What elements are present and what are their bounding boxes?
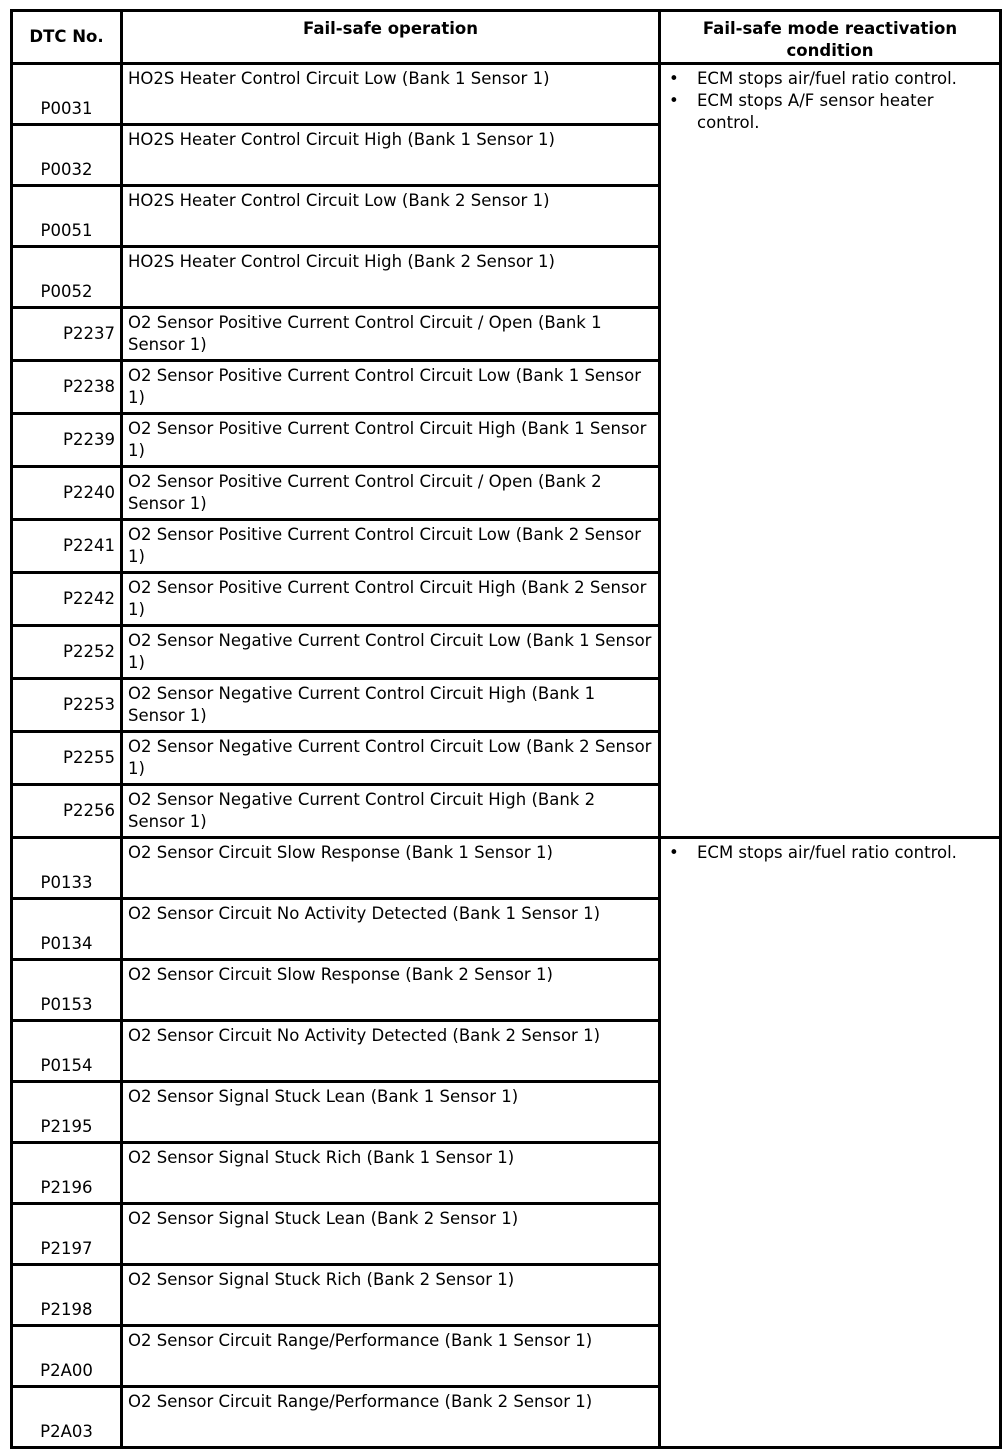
dtc-code: P2240 — [12, 467, 122, 520]
header-operation: Fail-safe operation — [122, 11, 660, 64]
dtc-code: P2195 — [12, 1082, 122, 1143]
dtc-code: P2256 — [12, 785, 122, 838]
reactivation-condition — [660, 64, 1001, 838]
dtc-code: P0051 — [12, 186, 122, 247]
fail-safe-operation: HO2S Heater Control Circuit Low (Bank 2 Sensor 1) — [122, 186, 660, 247]
fail-safe-operation: O2 Sensor Negative Current Control Circuit High (Bank 1 Sensor 1) — [122, 679, 660, 732]
fail-safe-operation: O2 Sensor Circuit Slow Response (Bank 1 Sensor 1) — [122, 838, 660, 899]
header-condition: Fail-safe mode reactivation condition — [660, 11, 1001, 64]
condition-item: • ECM stops air/fuel ratio control. — [667, 68, 995, 90]
fail-safe-operation: O2 Sensor Signal Stuck Rich (Bank 1 Sensor 1) — [122, 1143, 660, 1204]
dtc-table — [10, 9, 1002, 1449]
dtc-code: P0052 — [12, 247, 122, 308]
header-dtc: DTC No. — [12, 11, 122, 64]
table-row — [12, 64, 1001, 125]
fail-safe-operation: O2 Sensor Positive Current Control Circuit / Open (Bank 1 Sensor 1) — [122, 308, 660, 361]
fail-safe-operation: O2 Sensor Circuit Range/Performance (Bank 2 Sensor 1) — [122, 1387, 660, 1448]
dtc-code: P2197 — [12, 1204, 122, 1265]
header-row — [12, 11, 1001, 64]
fail-safe-operation: O2 Sensor Negative Current Control Circuit High (Bank 2 Sensor 1) — [122, 785, 660, 838]
dtc-code: P2241 — [12, 520, 122, 573]
dtc-code: P2198 — [12, 1265, 122, 1326]
reactivation-condition — [660, 838, 1001, 1448]
fail-safe-operation: O2 Sensor Positive Current Control Circuit Low (Bank 1 Sensor 1) — [122, 361, 660, 414]
dtc-code: P0134 — [12, 899, 122, 960]
fail-safe-operation: O2 Sensor Circuit No Activity Detected (Bank 1 Sensor 1) — [122, 899, 660, 960]
dtc-code: P2252 — [12, 626, 122, 679]
dtc-code: P2196 — [12, 1143, 122, 1204]
condition-item: • ECM stops A/F sensor heater control. — [667, 90, 995, 134]
fail-safe-operation: O2 Sensor Positive Current Control Circuit High (Bank 1 Sensor 1) — [122, 414, 660, 467]
dtc-code: P0133 — [12, 838, 122, 899]
fail-safe-operation: O2 Sensor Negative Current Control Circuit Low (Bank 2 Sensor 1) — [122, 732, 660, 785]
dtc-code: P2242 — [12, 573, 122, 626]
fail-safe-operation: O2 Sensor Positive Current Control Circuit / Open (Bank 2 Sensor 1) — [122, 467, 660, 520]
condition-item: • ECM stops air/fuel ratio control. — [667, 842, 995, 864]
condition-list — [667, 68, 995, 134]
dtc-code: P2255 — [12, 732, 122, 785]
fail-safe-operation: O2 Sensor Circuit Slow Response (Bank 2 Sensor 1) — [122, 960, 660, 1021]
fail-safe-operation: O2 Sensor Positive Current Control Circuit High (Bank 2 Sensor 1) — [122, 573, 660, 626]
fail-safe-operation: O2 Sensor Signal Stuck Lean (Bank 1 Sensor 1) — [122, 1082, 660, 1143]
dtc-code: P2239 — [12, 414, 122, 467]
dtc-code: P2238 — [12, 361, 122, 414]
fail-safe-operation: O2 Sensor Signal Stuck Lean (Bank 2 Sensor 1) — [122, 1204, 660, 1265]
fail-safe-operation: O2 Sensor Circuit No Activity Detected (Bank 2 Sensor 1) — [122, 1021, 660, 1082]
dtc-code: P0031 — [12, 64, 122, 125]
dtc-code: P2A03 — [12, 1387, 122, 1448]
fail-safe-operation: O2 Sensor Circuit Range/Performance (Bank 1 Sensor 1) — [122, 1326, 660, 1387]
condition-list — [667, 842, 995, 864]
dtc-code: P0154 — [12, 1021, 122, 1082]
dtc-code: P2237 — [12, 308, 122, 361]
fail-safe-operation: O2 Sensor Negative Current Control Circuit Low (Bank 1 Sensor 1) — [122, 626, 660, 679]
dtc-code: P2253 — [12, 679, 122, 732]
fail-safe-operation: O2 Sensor Positive Current Control Circuit Low (Bank 2 Sensor 1) — [122, 520, 660, 573]
fail-safe-operation: O2 Sensor Signal Stuck Rich (Bank 2 Sensor 1) — [122, 1265, 660, 1326]
fail-safe-operation: HO2S Heater Control Circuit High (Bank 1 Sensor 1) — [122, 125, 660, 186]
table-body — [12, 64, 1001, 1448]
dtc-code: P2A00 — [12, 1326, 122, 1387]
dtc-code: P0032 — [12, 125, 122, 186]
fail-safe-operation: HO2S Heater Control Circuit High (Bank 2 Sensor 1) — [122, 247, 660, 308]
table-row — [12, 838, 1001, 899]
fail-safe-operation: HO2S Heater Control Circuit Low (Bank 1 Sensor 1) — [122, 64, 660, 125]
dtc-code: P0153 — [12, 960, 122, 1021]
